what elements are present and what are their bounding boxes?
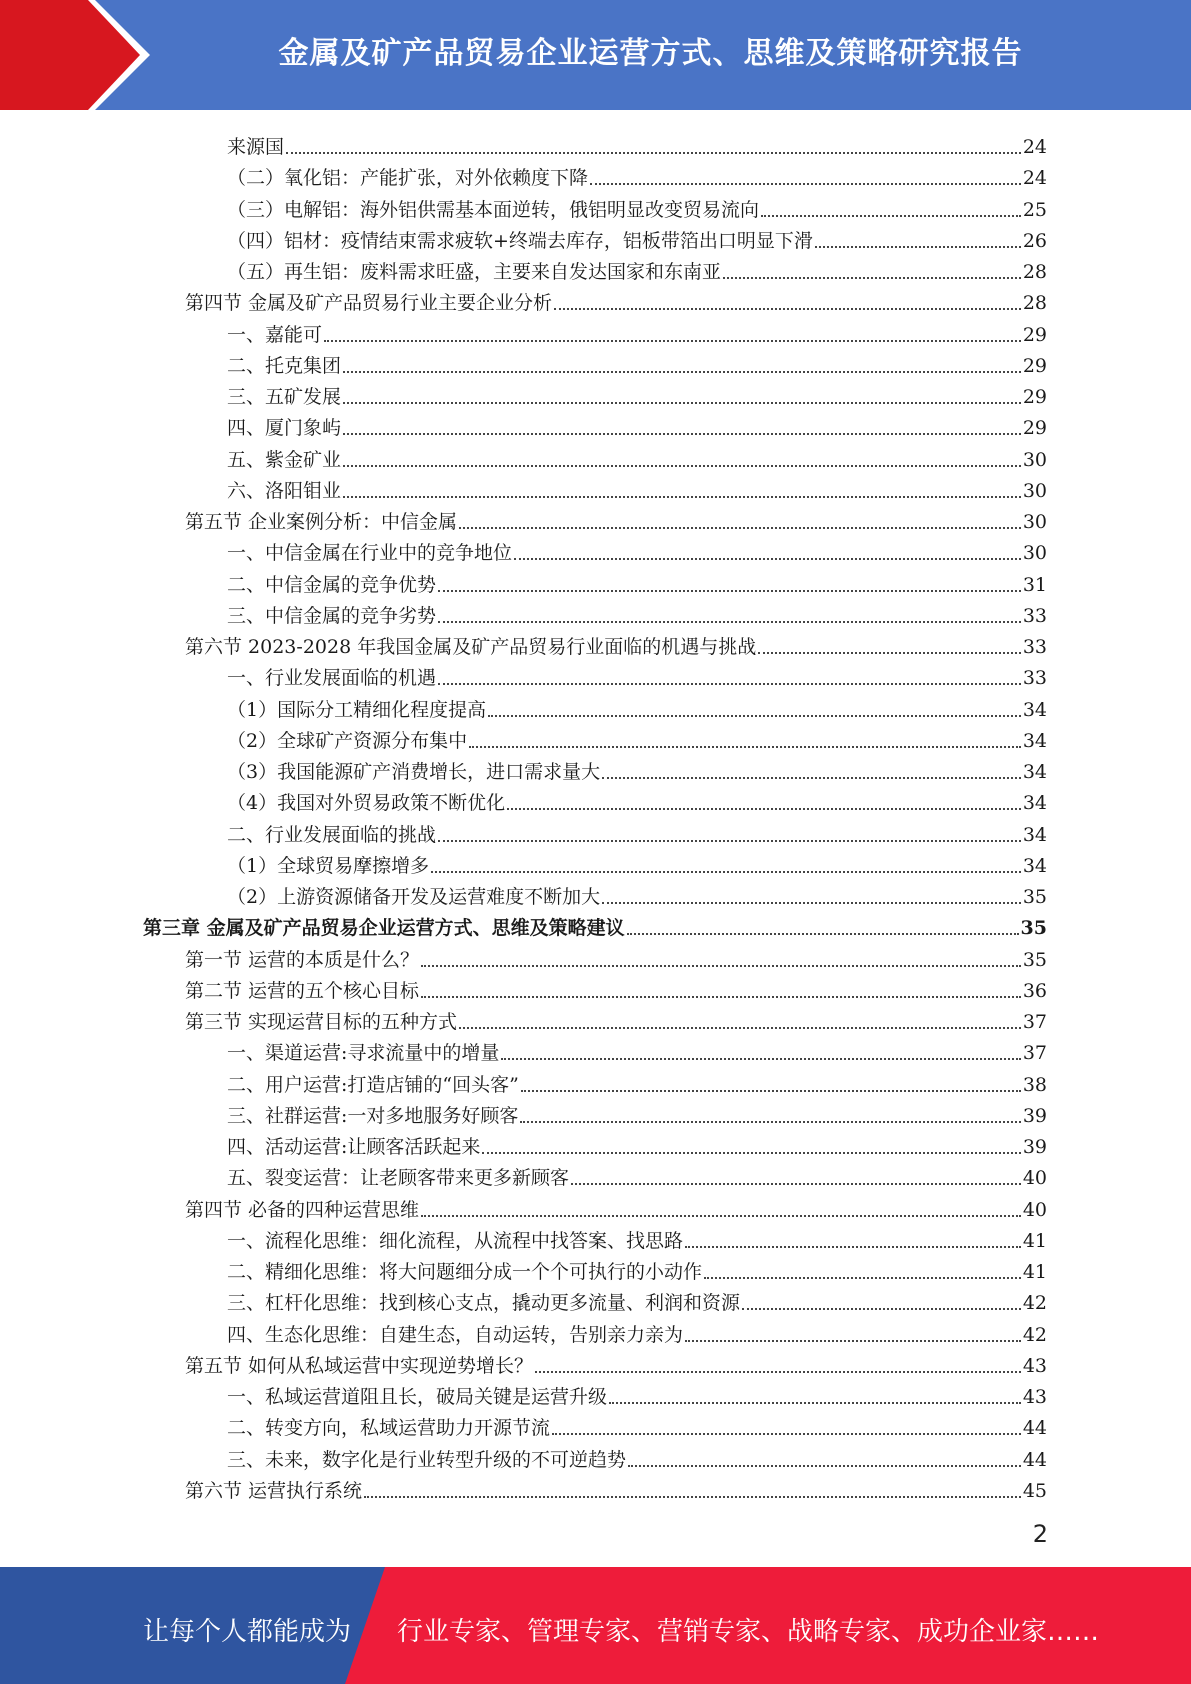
toc-entry-page: 30 bbox=[1022, 449, 1047, 471]
toc-dot-leader bbox=[482, 1152, 1020, 1154]
toc-entry-page: 34 bbox=[1022, 855, 1047, 877]
toc-entry-page: 29 bbox=[1022, 355, 1047, 377]
toc-dot-leader bbox=[421, 965, 1021, 967]
toc-entry-title: 四、生态化思维：自建生态，自动运转，告别亲力亲为 bbox=[227, 1324, 684, 1346]
toc-entry-page: 28 bbox=[1022, 292, 1047, 314]
toc-entry-title: （4）我国对外贸易政策不断优化 bbox=[227, 792, 506, 814]
toc-entry-title: 第五节 如何从私域运营中实现逆势增长？ bbox=[185, 1355, 534, 1377]
page-footer bbox=[0, 1567, 1191, 1684]
toc-entry-title: 一、流程化思维：细化流程，从流程中找答案、找思路 bbox=[227, 1230, 684, 1252]
toc-entry-title: 第二节 运营的五个核心目标 bbox=[185, 980, 420, 1002]
toc-entry-page: 34 bbox=[1022, 699, 1047, 721]
toc-entry-title: （四）铝材：疫情结束需求疲软+终端去库存，铝板带箔出口明显下滑 bbox=[227, 230, 813, 252]
toc-entry-title: 四、活动运营:让顾客活跃起来 bbox=[227, 1136, 481, 1158]
toc-dot-leader bbox=[343, 433, 1021, 435]
toc-entry-page: 24 bbox=[1022, 136, 1047, 158]
toc-entry-page: 30 bbox=[1022, 511, 1047, 533]
toc-entry[interactable] bbox=[227, 1159, 1047, 1190]
toc-entry-title: 一、行业发展面临的机遇 bbox=[227, 667, 437, 689]
toc-entry-title: 四、厦门象屿 bbox=[227, 417, 342, 439]
toc-dot-leader bbox=[815, 246, 1021, 248]
toc-entry[interactable] bbox=[185, 1347, 1047, 1378]
toc-entry-page: 34 bbox=[1022, 792, 1047, 814]
toc-dot-leader bbox=[521, 1090, 1021, 1092]
toc-entry[interactable] bbox=[185, 941, 1047, 972]
toc-entry[interactable] bbox=[227, 1316, 1047, 1347]
toc-entry[interactable] bbox=[227, 566, 1047, 597]
toc-dot-leader bbox=[501, 1058, 1020, 1060]
toc-entry-title: 三、五矿发展 bbox=[227, 386, 342, 408]
toc-entry-page: 45 bbox=[1022, 1480, 1047, 1502]
toc-dot-leader bbox=[286, 152, 1021, 154]
toc-entry[interactable] bbox=[185, 1003, 1047, 1034]
toc-dot-leader bbox=[438, 621, 1021, 623]
toc-entry-title: （3）我国能源矿产消费增长，进口需求量大 bbox=[227, 761, 601, 783]
toc-entry-title: 第一节 运营的本质是什么？ bbox=[185, 949, 420, 971]
toc-entry-page: 43 bbox=[1022, 1355, 1047, 1377]
toc-dot-leader bbox=[459, 1027, 1021, 1029]
toc-entry[interactable] bbox=[227, 1253, 1047, 1284]
chevron-arrow-icon bbox=[0, 0, 160, 110]
toc-entry[interactable] bbox=[227, 847, 1047, 878]
toc-entry-page: 33 bbox=[1022, 667, 1047, 689]
toc-entry[interactable] bbox=[227, 534, 1047, 565]
toc-entry[interactable] bbox=[185, 1472, 1047, 1503]
toc-dot-leader bbox=[723, 277, 1021, 279]
toc-entry-page: 29 bbox=[1022, 417, 1047, 439]
toc-entry-title: 一、中信金属在行业中的竞争地位 bbox=[227, 542, 513, 564]
toc-dot-leader bbox=[507, 808, 1021, 810]
toc-entry-title: （2）上游资源储备开发及运营难度不断加大 bbox=[227, 886, 601, 908]
toc-dot-leader bbox=[324, 340, 1021, 342]
toc-dot-leader bbox=[552, 1433, 1021, 1435]
toc-entry-page: 43 bbox=[1022, 1386, 1047, 1408]
toc-entry[interactable] bbox=[227, 253, 1047, 284]
toc-dot-leader bbox=[602, 777, 1021, 779]
toc-entry-page: 25 bbox=[1022, 199, 1047, 221]
toc-entry-title: 五、紫金矿业 bbox=[227, 449, 342, 471]
toc-entry-title: 一、私域运营道阻且长，破局关键是运营升级 bbox=[227, 1386, 608, 1408]
toc-entry-page: 44 bbox=[1022, 1417, 1047, 1439]
toc-entry-page: 41 bbox=[1022, 1261, 1047, 1283]
toc-entry[interactable] bbox=[227, 1066, 1047, 1097]
toc-entry-title: （2）全球矿产资源分布集中 bbox=[227, 730, 468, 752]
toc-entry-title: 二、行业发展面临的挑战 bbox=[227, 824, 437, 846]
page-header bbox=[0, 0, 1191, 110]
toc-entry[interactable] bbox=[227, 378, 1047, 409]
toc-entry-title: 二、用户运营:打造店铺的“回头客” bbox=[227, 1074, 519, 1096]
toc-entry-title: 二、转变方向，私域运营助力开源节流 bbox=[227, 1417, 551, 1439]
toc-entry[interactable] bbox=[227, 191, 1047, 222]
toc-entry-title: 第五节 企业案例分析：中信金属 bbox=[185, 511, 458, 533]
toc-entry-title: 第三节 实现运营目标的五种方式 bbox=[185, 1011, 458, 1033]
footer-slogan-right: 行业专家、管理专家、营销专家、战略专家、成功企业家…… bbox=[397, 1617, 1100, 1647]
toc-entry-page: 35 bbox=[1020, 917, 1047, 939]
toc-entry-title: 一、嘉能可 bbox=[227, 324, 323, 346]
toc-entry-title: 第三章 金属及矿产品贸易企业运营方式、思维及策略建议 bbox=[143, 917, 625, 939]
toc-entry[interactable] bbox=[227, 222, 1047, 253]
toc-dot-leader bbox=[758, 652, 1021, 654]
toc-entry[interactable] bbox=[227, 691, 1047, 722]
toc-entry[interactable] bbox=[227, 1034, 1047, 1065]
toc-entry[interactable] bbox=[227, 722, 1047, 753]
toc-entry[interactable] bbox=[227, 784, 1047, 815]
toc-entry-page: 35 bbox=[1022, 886, 1047, 908]
toc-dot-leader bbox=[535, 1371, 1021, 1373]
toc-dot-leader bbox=[685, 1246, 1021, 1248]
toc-entry-title: 一、渠道运营:寻求流量中的增量 bbox=[227, 1042, 500, 1064]
toc-entry[interactable] bbox=[185, 503, 1047, 534]
toc-entry-title: （1）全球贸易摩擦增多 bbox=[227, 855, 430, 877]
toc-entry[interactable] bbox=[227, 1097, 1047, 1128]
toc-dot-leader bbox=[438, 590, 1021, 592]
page-number: 2 bbox=[1032, 1520, 1048, 1548]
toc-entry-page: 40 bbox=[1022, 1167, 1047, 1189]
toc-dot-leader bbox=[554, 308, 1021, 310]
toc-entry[interactable] bbox=[227, 878, 1047, 909]
toc-dot-leader bbox=[628, 1465, 1021, 1467]
toc-dot-leader bbox=[488, 715, 1021, 717]
toc-entry-title: 三、社群运营:一对多地服务好顾客 bbox=[227, 1105, 519, 1127]
toc-entry-title: 六、洛阳钼业 bbox=[227, 480, 342, 502]
toc-entry-title: 第四节 必备的四种运营思维 bbox=[185, 1199, 420, 1221]
toc-entry-title: 二、托克集团 bbox=[227, 355, 342, 377]
toc-entry[interactable] bbox=[227, 1409, 1047, 1440]
toc-entry-page: 24 bbox=[1022, 167, 1047, 189]
toc-entry-title: （三）电解铝：海外铝供需基本面逆转，俄铝明显改变贸易流向 bbox=[227, 199, 760, 221]
toc-entry-page: 37 bbox=[1022, 1011, 1047, 1033]
toc-entry-title: 二、中信金属的竞争优势 bbox=[227, 574, 437, 596]
toc-entry-title: 五、裂变运营：让老顾客带来更多新顾客 bbox=[227, 1167, 570, 1189]
toc-entry-title: 第六节 2023-2028 年我国金属及矿产品贸易行业面临的机遇与挑战 bbox=[185, 636, 757, 658]
toc-entry-page: 38 bbox=[1022, 1074, 1047, 1096]
toc-entry[interactable] bbox=[227, 1128, 1047, 1159]
toc-entry-page: 34 bbox=[1022, 761, 1047, 783]
toc-entry[interactable] bbox=[227, 472, 1047, 503]
toc-entry-page: 39 bbox=[1022, 1105, 1047, 1127]
footer-slogan-left: 让每个人都能成为 bbox=[143, 1617, 352, 1647]
toc-entry-page: 39 bbox=[1022, 1136, 1047, 1158]
toc-entry[interactable] bbox=[185, 284, 1047, 315]
toc-dot-leader bbox=[343, 371, 1021, 373]
toc-dot-leader bbox=[469, 746, 1021, 748]
toc-entry-page: 42 bbox=[1022, 1292, 1047, 1314]
toc-entry[interactable] bbox=[185, 628, 1047, 659]
toc-entry-page: 33 bbox=[1022, 636, 1047, 658]
toc-entry-page: 30 bbox=[1022, 542, 1047, 564]
toc-dot-leader bbox=[438, 840, 1021, 842]
toc-dot-leader bbox=[704, 1277, 1021, 1279]
toc-dot-leader bbox=[590, 183, 1021, 185]
toc-entry-page: 31 bbox=[1022, 574, 1047, 596]
toc-entry[interactable] bbox=[227, 316, 1047, 347]
toc-dot-leader bbox=[431, 871, 1021, 873]
toc-entry[interactable] bbox=[227, 1441, 1047, 1472]
toc-dot-leader bbox=[459, 527, 1021, 529]
toc-entry[interactable] bbox=[143, 909, 1047, 940]
toc-dot-leader bbox=[364, 1496, 1021, 1498]
toc-entry-page: 41 bbox=[1022, 1230, 1047, 1252]
toc-dot-leader bbox=[609, 1402, 1021, 1404]
toc-dot-leader bbox=[571, 1183, 1021, 1185]
toc-dot-leader bbox=[438, 683, 1021, 685]
toc-entry[interactable] bbox=[185, 972, 1047, 1003]
toc-entry[interactable] bbox=[227, 597, 1047, 628]
toc-dot-leader bbox=[685, 1340, 1021, 1342]
toc-entry[interactable] bbox=[227, 347, 1047, 378]
toc-entry-title: （1）国际分工精细化程度提高 bbox=[227, 699, 487, 721]
toc-entry-page: 29 bbox=[1022, 386, 1047, 408]
toc-dot-leader bbox=[520, 1121, 1020, 1123]
toc-entry[interactable] bbox=[227, 816, 1047, 847]
toc-entry[interactable] bbox=[227, 159, 1047, 190]
toc-entry-title: 三、未来，数字化是行业转型升级的不可逆趋势 bbox=[227, 1449, 627, 1471]
toc-entry-title: 来源国 bbox=[227, 136, 285, 158]
toc-entry-page: 35 bbox=[1022, 949, 1047, 971]
toc-entry-title: 第六节 运营执行系统 bbox=[185, 1480, 363, 1502]
toc-entry[interactable] bbox=[227, 1222, 1047, 1253]
toc-entry[interactable] bbox=[227, 659, 1047, 690]
toc-entry-title: 二、精细化思维：将大问题细分成一个个可执行的小动作 bbox=[227, 1261, 703, 1283]
toc-entry-title: 第四节 金属及矿产品贸易行业主要企业分析 bbox=[185, 292, 553, 314]
toc-entry-page: 34 bbox=[1022, 730, 1047, 752]
toc-dot-leader bbox=[421, 996, 1021, 998]
toc-entry-title: 三、中信金属的竞争劣势 bbox=[227, 605, 437, 627]
toc-entry-page: 29 bbox=[1022, 324, 1047, 346]
toc-entry-page: 26 bbox=[1022, 230, 1047, 252]
toc-dot-leader bbox=[343, 402, 1021, 404]
toc-dot-leader bbox=[602, 902, 1021, 904]
toc-entry-page: 40 bbox=[1022, 1199, 1047, 1221]
toc-entry-page: 44 bbox=[1022, 1449, 1047, 1471]
toc-dot-leader bbox=[421, 1215, 1021, 1217]
toc-dot-leader bbox=[761, 215, 1021, 217]
toc-entry-page: 37 bbox=[1022, 1042, 1047, 1064]
toc-entry[interactable] bbox=[227, 1378, 1047, 1409]
toc-dot-leader bbox=[514, 558, 1021, 560]
toc-dot-leader bbox=[627, 933, 1019, 935]
toc-entry[interactable] bbox=[227, 753, 1047, 784]
toc-entry-page: 30 bbox=[1022, 480, 1047, 502]
toc-entry[interactable] bbox=[185, 1191, 1047, 1222]
toc-entry[interactable] bbox=[227, 1284, 1047, 1315]
report-title: 金属及矿产品贸易企业运营方式、思维及策略研究报告 bbox=[278, 36, 1023, 71]
toc-entry-page: 36 bbox=[1022, 980, 1047, 1002]
toc-dot-leader bbox=[742, 1308, 1021, 1310]
toc-entry-page: 42 bbox=[1022, 1324, 1047, 1346]
toc-entry-title: （五）再生铝：废料需求旺盛，主要来自发达国家和东南亚 bbox=[227, 261, 722, 283]
toc-entry-page: 28 bbox=[1022, 261, 1047, 283]
toc-entry-page: 34 bbox=[1022, 824, 1047, 846]
toc-dot-leader bbox=[343, 496, 1021, 498]
toc-dot-leader bbox=[343, 465, 1021, 467]
toc-entry[interactable] bbox=[227, 409, 1047, 440]
toc-entry[interactable] bbox=[227, 441, 1047, 472]
toc-entry[interactable] bbox=[227, 128, 1047, 159]
toc-entry-page: 33 bbox=[1022, 605, 1047, 627]
toc-entry-title: （二）氧化铝：产能扩张，对外依赖度下降 bbox=[227, 167, 589, 189]
toc-entry-title: 三、杠杆化思维：找到核心支点，撬动更多流量、利润和资源 bbox=[227, 1292, 741, 1314]
